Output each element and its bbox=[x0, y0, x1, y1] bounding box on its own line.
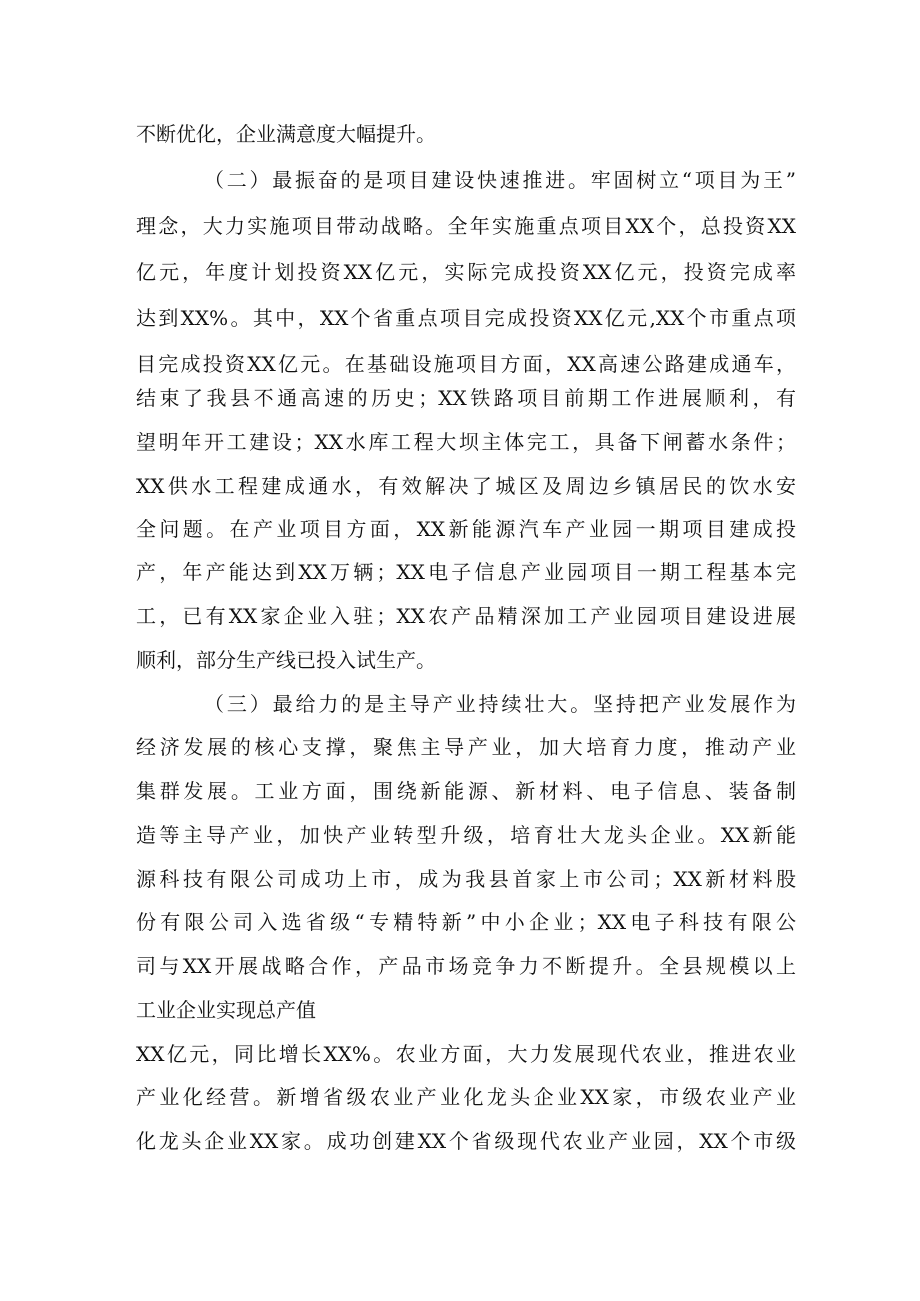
text-line: 结束了我县不通高速的历史；XX铁路项目前期工作进展顺利，有 bbox=[136, 386, 796, 410]
text-line: XX供水工程建成通水，有效解决了城区及周边乡镇居民的饮水安 bbox=[136, 474, 796, 498]
section-heading-line: （二）最振奋的是项目建设快速推进。牢固树立“项目为王” bbox=[204, 168, 796, 192]
text-line: 产，年产能达到XX万辆；XX电子信息产业园项目一期工程基本完 bbox=[136, 560, 796, 584]
text-line: 目完成投资XX亿元。在基础设施项目方面，XX高速公路建成通车， bbox=[136, 352, 796, 376]
text-line: 造等主导产业，加快产业转型升级，培育壮大龙头企业。XX新能 bbox=[136, 823, 796, 847]
text-line: 工，已有XX家企业入驻；XX农产品精深加工产业园项目建设进展 bbox=[136, 604, 796, 628]
text-line: 理念，大力实施项目带动战略。全年实施重点项目XX个，总投资XX bbox=[136, 214, 796, 238]
text-line: 不断优化，企业满意度大幅提升。 bbox=[136, 122, 436, 146]
text-line: 源科技有限公司成功上市，成为我县首家上市公司；XX新材料股 bbox=[136, 867, 796, 891]
text-line: 顺利，部分生产线已投入试生产。 bbox=[136, 648, 436, 672]
text-line: 经济发展的核心支撑，聚焦主导产业，加大培育力度，推动产业 bbox=[136, 735, 796, 759]
text-line: 份有限公司入选省级“专精特新”中小企业；XX电子科技有限公 bbox=[136, 910, 796, 934]
text-line: 亿元，年度计划投资XX亿元，实际完成投资XX亿元，投资完成率 bbox=[136, 260, 796, 284]
text-line: 达到XX%。其中，XX个省重点项目完成投资XX亿元,XX个市重点项 bbox=[136, 306, 796, 330]
text-line: 化龙头企业XX家。成功创建XX个省级现代农业产业园，XX个市级 bbox=[136, 1129, 796, 1153]
section-heading-line: （三）最给力的是主导产业持续壮大。坚持把产业发展作为 bbox=[204, 692, 796, 716]
text-line: 望明年开工建设；XX水库工程大坝主体完工，具备下闸蓄水条件； bbox=[136, 430, 796, 454]
text-line: 工业企业实现总产值 bbox=[136, 998, 316, 1022]
text-line: 产业化经营。新增省级农业产业化龙头企业XX家，市级农业产业 bbox=[136, 1085, 796, 1109]
text-line: 集群发展。工业方面，围绕新能源、新材料、电子信息、装备制 bbox=[136, 779, 796, 803]
text-line: 司与XX开展战略合作，产品市场竞争力不断提升。全县规模以上 bbox=[136, 954, 796, 978]
text-line: XX亿元，同比增长XX%。农业方面，大力发展现代农业，推进农业 bbox=[136, 1042, 796, 1066]
text-line: 全问题。在产业项目方面，XX新能源汽车产业园一期项目建成投 bbox=[136, 517, 796, 541]
